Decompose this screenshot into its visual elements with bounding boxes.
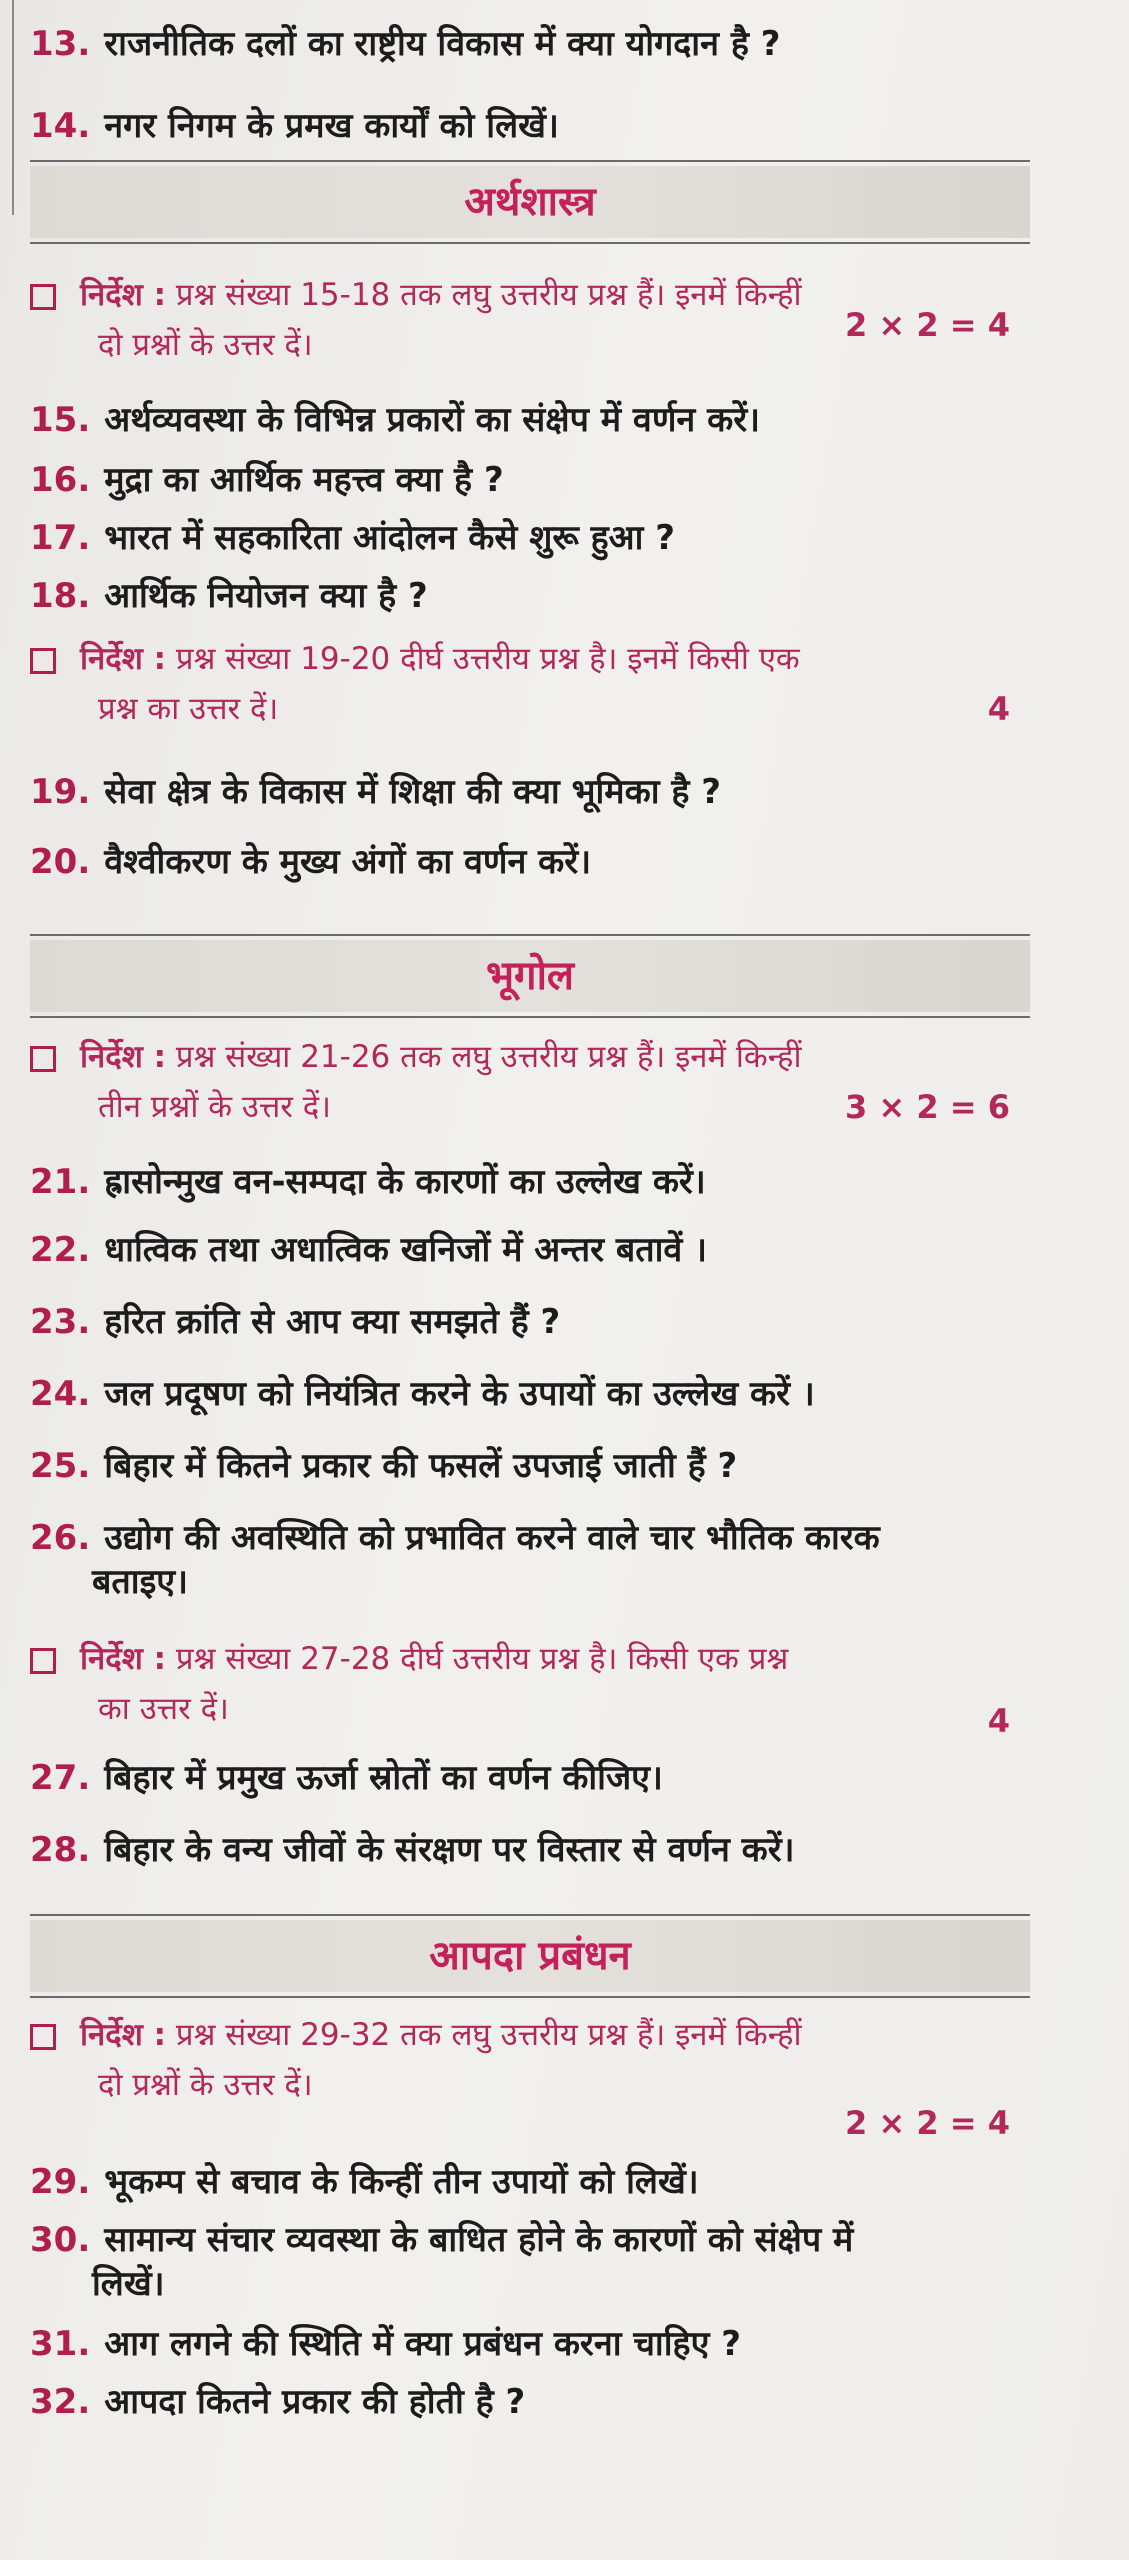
marks: 3 × 2 = 6 bbox=[845, 1088, 1010, 1126]
direction-text-line2: तीन प्रश्नों के उत्तर दें। bbox=[98, 1089, 332, 1125]
question-28 bbox=[30, 1828, 1090, 1872]
question-text: आर्थिक नियोजन क्या है ? bbox=[104, 576, 428, 616]
question-23 bbox=[30, 1300, 1090, 1344]
question-number: 20. bbox=[30, 842, 91, 882]
question-text: बिहार के वन्य जीवों के संरक्षण पर विस्तार से वर्णन करें। bbox=[104, 1830, 795, 1870]
section-geography bbox=[30, 934, 1030, 1018]
question-29 bbox=[30, 2160, 1090, 2204]
direction-21-26 bbox=[30, 1032, 1020, 1132]
question-number: 29. bbox=[30, 2162, 91, 2202]
direction-15-18 bbox=[30, 270, 1020, 370]
question-text: आपदा कितने प्रकार की होती है ? bbox=[104, 2382, 526, 2422]
question-20 bbox=[30, 840, 1090, 884]
question-text-line2: लिखें। bbox=[92, 2264, 165, 2304]
checkbox-icon bbox=[30, 2024, 56, 2050]
question-number: 15. bbox=[30, 400, 91, 440]
question-text: नगर निगम के प्रमख कार्यों को लिखें। bbox=[104, 106, 559, 146]
direction-label: निर्देश : bbox=[80, 2017, 166, 2053]
question-number: 14. bbox=[30, 106, 91, 146]
question-text: वैश्वीकरण के मुख्य अंगों का वर्णन करें। bbox=[104, 842, 592, 882]
direction-text-line2: प्रश्न का उत्तर दें। bbox=[98, 691, 279, 727]
question-22 bbox=[30, 1228, 1090, 1272]
question-number: 23. bbox=[30, 1302, 91, 1342]
question-text: बिहार में प्रमुख ऊर्जा स्रोतों का वर्णन कीजिए। bbox=[104, 1758, 663, 1798]
question-number: 24. bbox=[30, 1374, 91, 1414]
section-title: अर्थशास्त्र bbox=[464, 178, 596, 225]
question-18 bbox=[30, 574, 1090, 618]
direction-label: निर्देश : bbox=[80, 1039, 166, 1075]
section-title: भूगोल bbox=[485, 952, 575, 999]
question-number: 28. bbox=[30, 1830, 91, 1870]
question-text: जल प्रदूषण को नियंत्रित करने के उपायों का उल्लेख करें । bbox=[104, 1374, 815, 1414]
question-number: 21. bbox=[30, 1162, 91, 1202]
direction-text: प्रश्न संख्या 21-26 तक लघु उत्तरीय प्रश्न हैं। इनमें किन्हीं bbox=[175, 1039, 802, 1075]
question-number: 31. bbox=[30, 2324, 91, 2364]
question-32 bbox=[30, 2380, 1090, 2424]
direction-text-line2: दो प्रश्नों के उत्तर दें। bbox=[98, 327, 313, 363]
marks: 2 × 2 = 4 bbox=[845, 2104, 1010, 2142]
direction-19-20 bbox=[30, 634, 1020, 734]
question-number: 25. bbox=[30, 1446, 91, 1486]
margin-line bbox=[12, 0, 14, 215]
question-number: 17. bbox=[30, 518, 91, 558]
question-number: 22. bbox=[30, 1230, 91, 1270]
section-title: आपदा प्रबंधन bbox=[429, 1932, 631, 1979]
question-text: धात्विक तथा अधात्विक खनिजों में अन्तर बतावें । bbox=[104, 1230, 708, 1270]
direction-27-28 bbox=[30, 1634, 1020, 1740]
question-text: राजनीतिक दलों का राष्ट्रीय विकास में क्या योगदान है ? bbox=[104, 24, 781, 64]
question-13 bbox=[30, 22, 1090, 66]
question-number: 32. bbox=[30, 2382, 91, 2422]
question-27 bbox=[30, 1756, 1090, 1800]
checkbox-icon bbox=[30, 648, 56, 674]
section-disaster-management bbox=[30, 1914, 1030, 1998]
direction-text: प्रश्न संख्या 15-18 तक लघु उत्तरीय प्रश्न हैं। इनमें किन्हीं bbox=[175, 277, 802, 313]
question-number: 27. bbox=[30, 1758, 91, 1798]
question-number: 30. bbox=[30, 2220, 91, 2260]
question-text: उद्योग की अवस्थिति को प्रभावित करने वाले चार भौतिक कारक bbox=[104, 1518, 880, 1558]
direction-label: निर्देश : bbox=[80, 1641, 166, 1677]
question-number: 16. bbox=[30, 460, 91, 500]
question-26 bbox=[30, 1516, 1090, 1604]
question-text: भारत में सहकारिता आंदोलन कैसे शुरू हुआ ? bbox=[104, 518, 675, 558]
direction-text: प्रश्न संख्या 19-20 दीर्घ उत्तरीय प्रश्न है। इनमें किसी एक bbox=[175, 641, 800, 677]
question-text-line2: बताइए। bbox=[92, 1562, 188, 1602]
question-25 bbox=[30, 1444, 1090, 1488]
question-31 bbox=[30, 2322, 1090, 2366]
question-21 bbox=[30, 1160, 1090, 1204]
direction-29-32 bbox=[30, 2010, 1020, 2142]
checkbox-icon bbox=[30, 1046, 56, 1072]
question-14 bbox=[30, 104, 1090, 148]
question-number: 13. bbox=[30, 24, 91, 64]
question-30 bbox=[30, 2218, 1090, 2306]
question-number: 19. bbox=[30, 772, 91, 812]
question-text: सामान्य संचार व्यवस्था के बाधित होने के कारणों को संक्षेप में bbox=[104, 2220, 854, 2260]
direction-label: निर्देश : bbox=[80, 277, 166, 313]
question-text: हरित क्रांति से आप क्या समझते हैं ? bbox=[104, 1302, 561, 1342]
checkbox-icon bbox=[30, 1648, 56, 1674]
marks: 4 bbox=[987, 1702, 1010, 1740]
question-text: सेवा क्षेत्र के विकास में शिक्षा की क्या भूमिका है ? bbox=[104, 772, 721, 812]
direction-text-line2: का उत्तर दें। bbox=[98, 1691, 229, 1727]
question-text: मुद्रा का आर्थिक महत्त्व क्या है ? bbox=[104, 460, 504, 500]
question-15 bbox=[30, 398, 1090, 442]
direction-text-line2: दो प्रश्नों के उत्तर दें। bbox=[98, 2067, 313, 2103]
direction-label: निर्देश : bbox=[80, 641, 166, 677]
checkbox-icon bbox=[30, 284, 56, 310]
question-17 bbox=[30, 516, 1090, 560]
question-number: 26. bbox=[30, 1518, 91, 1558]
question-16 bbox=[30, 458, 1090, 502]
question-text: अर्थव्यवस्था के विभिन्न प्रकारों का संक्षेप में वर्णन करें। bbox=[104, 400, 761, 440]
question-24 bbox=[30, 1372, 1090, 1416]
question-text: आग लगने की स्थिति में क्या प्रबंधन करना चाहिए ? bbox=[104, 2324, 741, 2364]
question-text: भूकम्प से बचाव के किन्हीं तीन उपायों को लिखें। bbox=[104, 2162, 699, 2202]
marks: 4 bbox=[987, 690, 1010, 728]
direction-text: प्रश्न संख्या 27-28 दीर्घ उत्तरीय प्रश्न है। किसी एक प्रश्न bbox=[175, 1641, 789, 1677]
question-text: बिहार में कितने प्रकार की फसलें उपजाई जाती हैं ? bbox=[104, 1446, 738, 1486]
question-19 bbox=[30, 770, 1090, 814]
question-text: ह्रासोन्मुख वन-सम्पदा के कारणों का उल्लेख करें। bbox=[104, 1162, 706, 1202]
section-economics bbox=[30, 160, 1030, 244]
marks: 2 × 2 = 4 bbox=[845, 306, 1010, 344]
question-number: 18. bbox=[30, 576, 91, 616]
direction-text: प्रश्न संख्या 29-32 तक लघु उत्तरीय प्रश्न हैं। इनमें किन्हीं bbox=[175, 2017, 802, 2053]
